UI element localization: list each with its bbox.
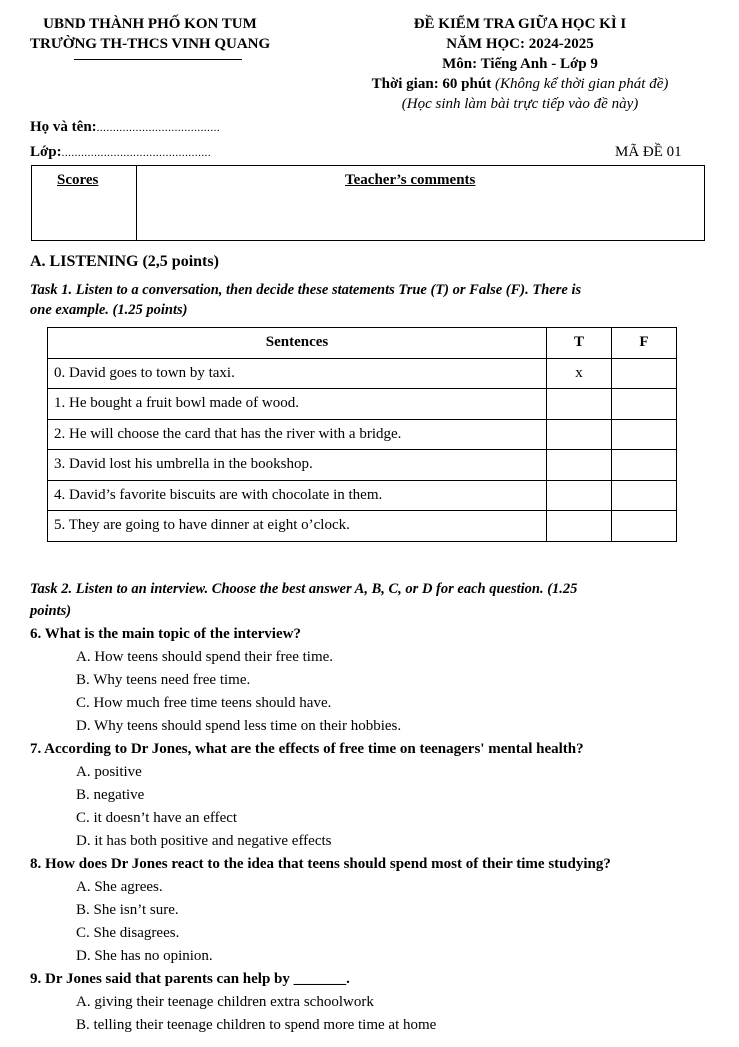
question-7: 7. According to Dr Jones, what are the effects of free time on teenagers' mental health?	[30, 741, 584, 757]
option-6a[interactable]: A. How teens should spend their free time.	[76, 649, 334, 665]
option-8a[interactable]: A. She agrees.	[76, 879, 163, 895]
header-f: F	[612, 328, 677, 359]
option-8c[interactable]: C. She disagrees.	[76, 925, 180, 941]
time-note: (Không kể thời gian phát đề)	[494, 76, 669, 92]
false-cell[interactable]	[612, 389, 677, 420]
question-8: 8. How does Dr Jones react to the idea that teens should spend most of their time studying?	[30, 856, 611, 872]
option-9b[interactable]: B. telling their teenage children to spend more time at home	[76, 1017, 437, 1033]
option-6d[interactable]: D. Why teens should spend less time on their hobbies.	[76, 718, 402, 734]
time-label: Thời gian: 60 phút	[371, 76, 492, 92]
comments-label: Teacher’s comments	[345, 172, 476, 188]
class-dots: ..............................................	[61, 147, 212, 159]
header-t: T	[547, 328, 612, 359]
scores-box	[31, 165, 705, 241]
false-cell[interactable]	[612, 450, 677, 481]
false-cell[interactable]	[612, 511, 677, 542]
authority-name: UBND THÀNH PHỐ KON TUM	[43, 16, 257, 32]
table-header-row	[48, 328, 677, 359]
true-cell[interactable]	[547, 450, 612, 481]
table-row	[48, 419, 677, 450]
true-cell[interactable]	[547, 389, 612, 420]
task2-instruction: Task 2. Listen to an interview. Choose the best answer A, B, C, or D for each question. (1.25	[30, 581, 578, 597]
false-cell[interactable]	[612, 419, 677, 450]
task1-instruction-cont: one example. (1.25 points)	[30, 302, 188, 318]
task2-instruction-cont: points)	[30, 603, 72, 619]
task1-table	[47, 327, 677, 542]
header-underline	[74, 59, 242, 60]
question-6: 6. What is the main topic of the interview?	[30, 626, 301, 642]
section-a-title: A. LISTENING (2,5 points)	[30, 253, 219, 270]
option-7a[interactable]: A. positive	[76, 764, 142, 780]
question-9: 9. Dr Jones said that parents can help by _______.	[30, 971, 350, 987]
true-cell[interactable]	[547, 419, 612, 450]
student-name-line	[30, 119, 220, 136]
name-dots: ......................................	[96, 122, 221, 134]
school-name: TRƯỜNG TH-THCS VINH QUANG	[30, 36, 271, 52]
option-6b[interactable]: B. Why teens need free time.	[76, 672, 251, 688]
table-row	[48, 389, 677, 420]
table-row	[48, 480, 677, 511]
class-label: Lớp:	[30, 144, 62, 160]
sentence-cell: 5. They are going to have dinner at eight o’clock.	[48, 511, 547, 542]
option-7b[interactable]: B. negative	[76, 787, 145, 803]
name-label: Họ và tên:	[30, 119, 97, 135]
sentence-cell: 2. He will choose the card that has the river with a bridge.	[48, 419, 547, 450]
table-row	[48, 450, 677, 481]
sentence-cell: 3. David lost his umbrella in the bookshop.	[48, 450, 547, 481]
sentence-cell: 4. David’s favorite biscuits are with chocolate in them.	[48, 480, 547, 511]
sentence-cell: 1. He bought a fruit bowl made of wood.	[48, 389, 547, 420]
header-sentences: Sentences	[48, 328, 547, 359]
exam-title: ĐỀ KIỂM TRA GIỮA HỌC KÌ I	[413, 16, 627, 32]
time-line	[340, 74, 700, 94]
instruction: (Học sinh làm bài trực tiếp vào đề này)	[401, 96, 639, 112]
subject: Môn: Tiếng Anh - Lớp 9	[442, 56, 598, 72]
true-cell[interactable]	[547, 511, 612, 542]
false-cell[interactable]	[612, 480, 677, 511]
option-8d[interactable]: D. She has no opinion.	[76, 948, 213, 964]
header-left	[30, 14, 270, 54]
false-cell[interactable]	[612, 358, 677, 389]
option-7c[interactable]: C. it doesn’t have an effect	[76, 810, 238, 826]
option-8b[interactable]: B. She isn’t sure.	[76, 902, 179, 918]
school-year: NĂM HỌC: 2024-2025	[446, 36, 594, 52]
option-7d[interactable]: D. it has both positive and negative effects	[76, 833, 332, 849]
scores-divider	[136, 166, 137, 240]
table-row	[48, 511, 677, 542]
task1-instruction: Task 1. Listen to a conversation, then decide these statements True (T) or False (F). There is	[30, 282, 582, 298]
true-cell[interactable]	[547, 480, 612, 511]
option-6c[interactable]: C. How much free time teens should have.	[76, 695, 332, 711]
exam-code: MÃ ĐỀ 01	[615, 144, 682, 160]
sentence-cell: 0. David goes to town by taxi.	[48, 358, 547, 389]
table-row	[48, 358, 677, 389]
option-9a[interactable]: A. giving their teenage children extra schoolwork	[76, 994, 374, 1010]
header-right	[340, 14, 700, 114]
student-class-line	[30, 144, 211, 161]
scores-label: Scores	[57, 172, 99, 188]
true-cell[interactable]: x	[547, 358, 612, 389]
